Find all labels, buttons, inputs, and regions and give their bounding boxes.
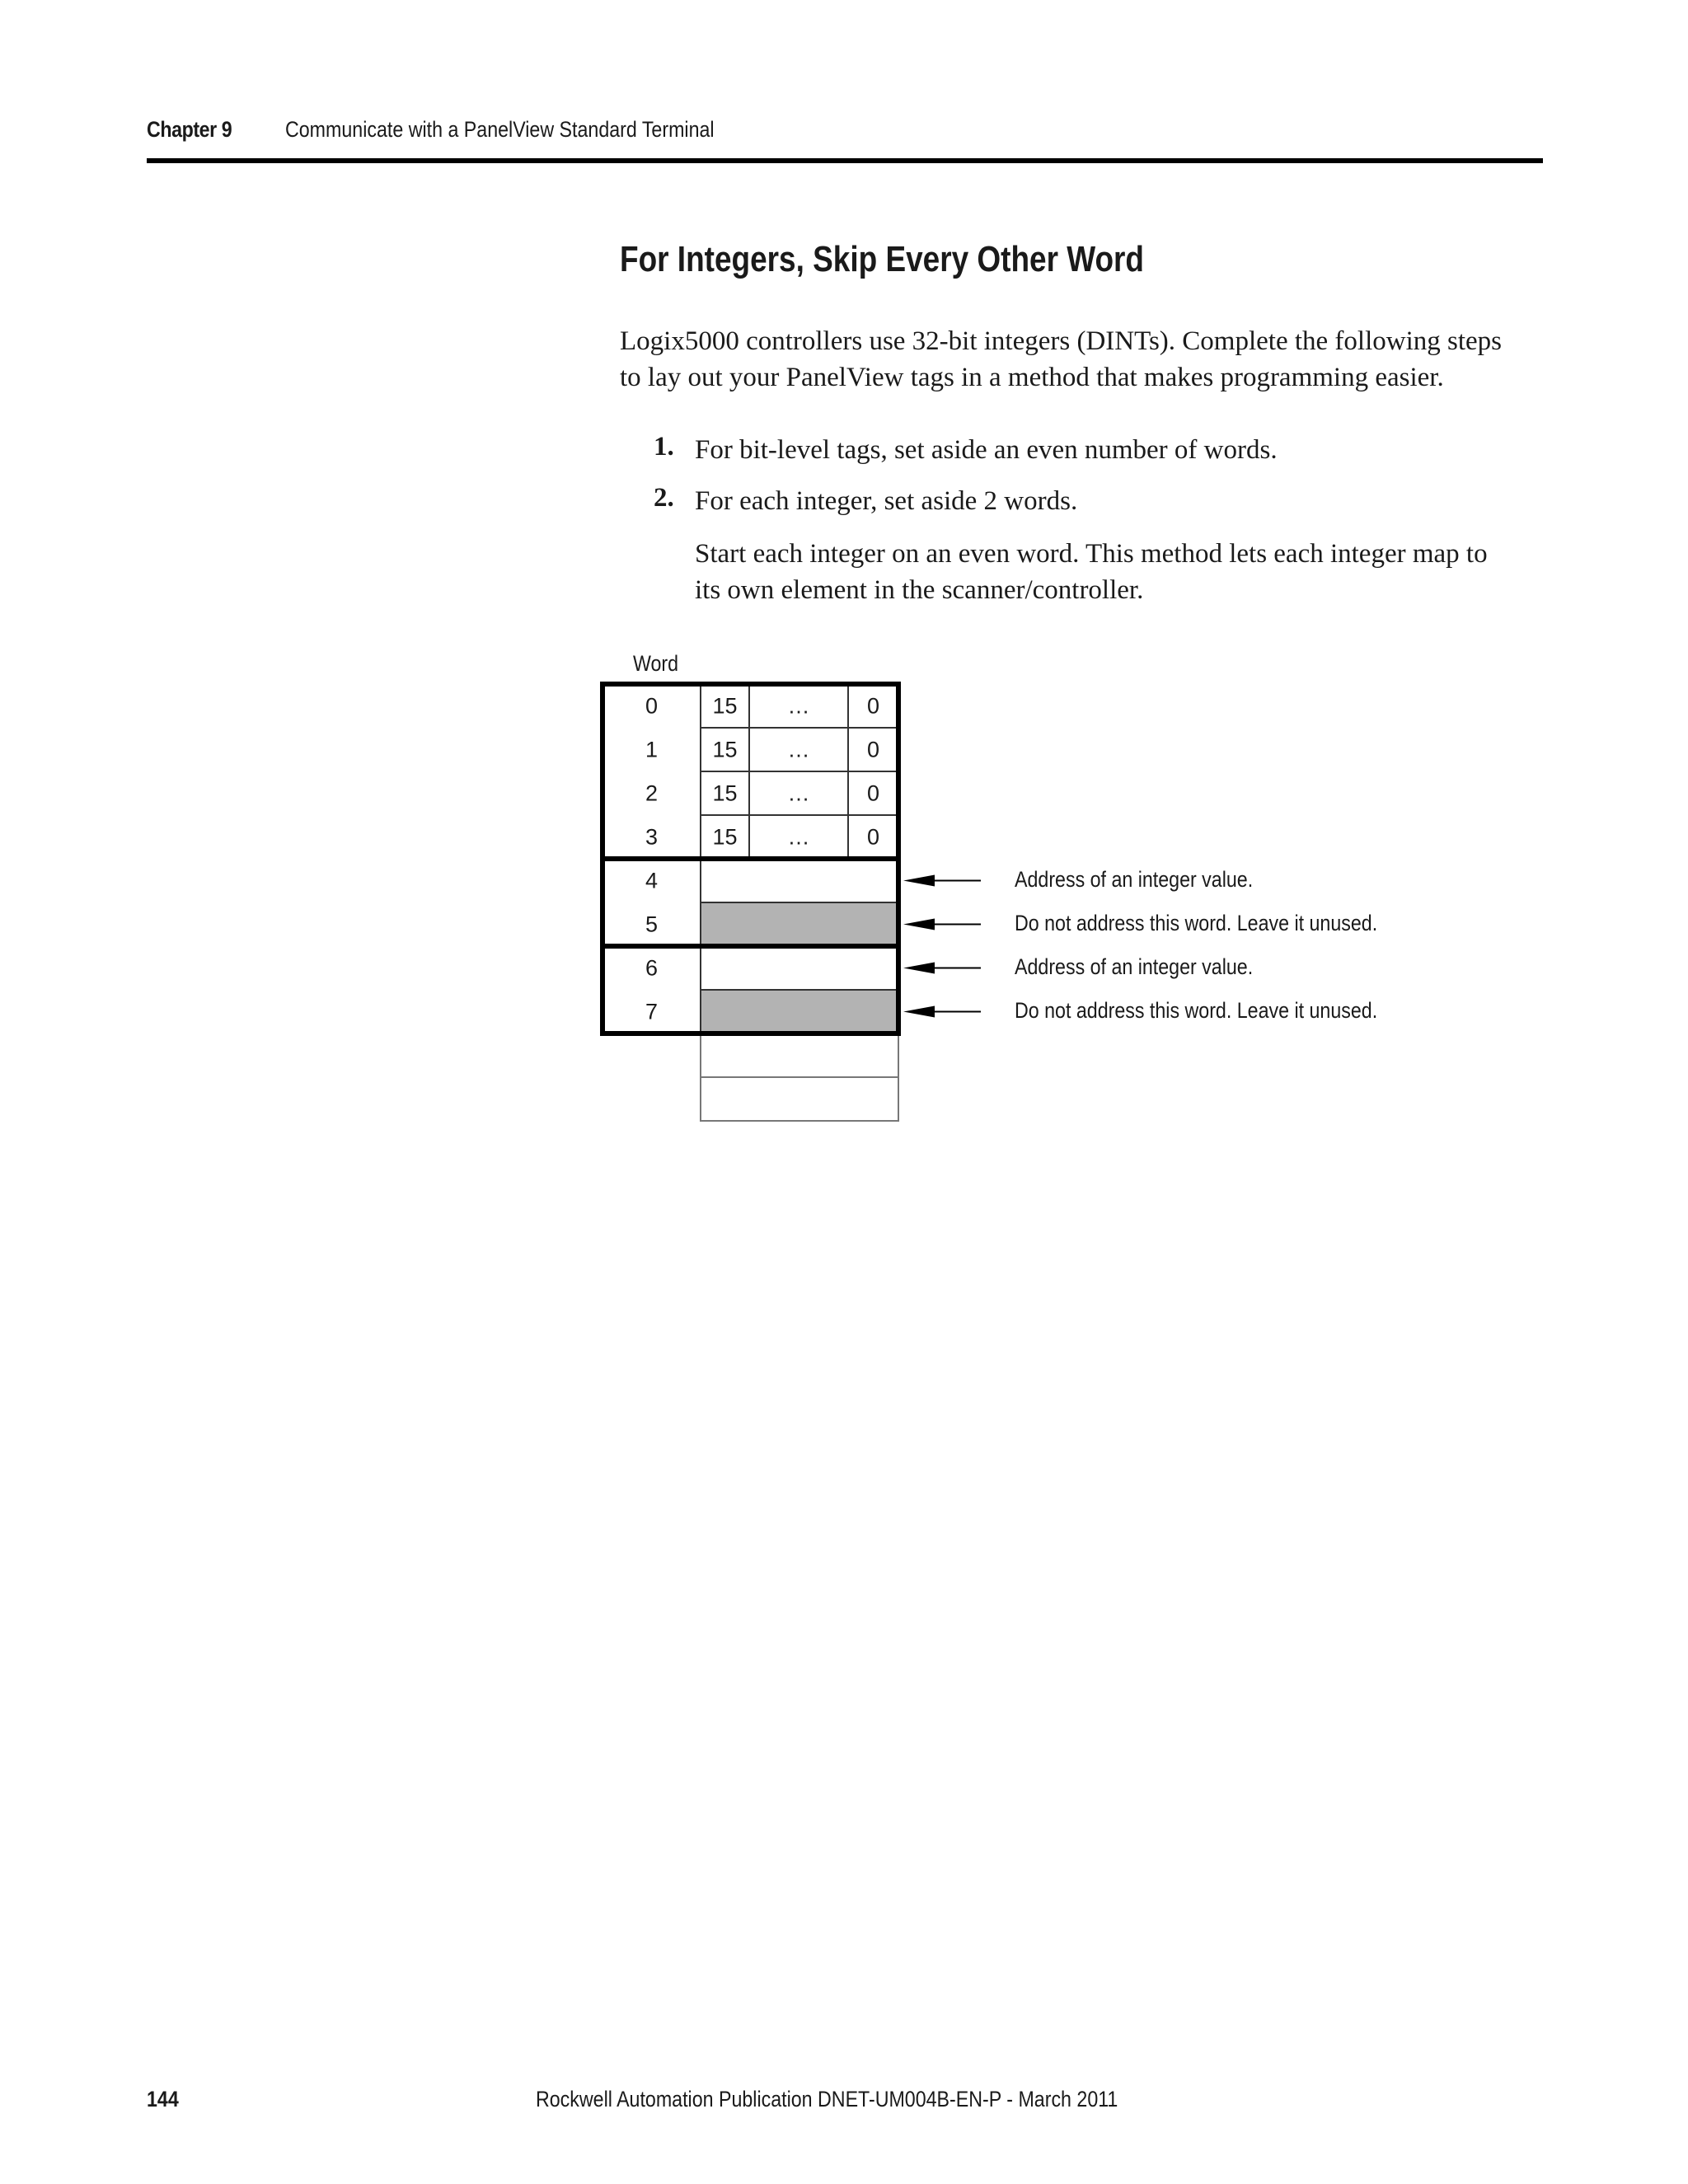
- bit-lsb-label: 0: [866, 780, 880, 806]
- step-2-note-line-1: Start each integer on an even word. This method lets each integer map to: [695, 539, 1488, 569]
- word-number: 4: [645, 868, 659, 893]
- word-number: 2: [645, 780, 659, 806]
- bit-msb-label: 15: [712, 824, 738, 850]
- publication-info: Rockwell Automation Publication DNET-UM004B-EN-P - March 2011: [536, 2087, 1118, 2111]
- bit-ellipsis: …: [787, 824, 810, 850]
- callout-text: Do not address this word. Leave it unused.: [1015, 997, 1378, 1023]
- empty-word-cell: [701, 1077, 898, 1121]
- intro-line-1: Logix5000 controllers use 32-bit integers (DINTs). Complete the following steps: [620, 326, 1503, 356]
- word-number: 6: [645, 955, 659, 981]
- bit-ellipsis: …: [787, 737, 810, 762]
- callout-arrowhead-icon: [903, 919, 935, 930]
- section-title: For Integers, Skip Every Other Word: [620, 239, 1145, 279]
- word-number: 3: [645, 824, 659, 850]
- word-number: 1: [645, 737, 659, 762]
- bit-msb-label: 15: [712, 737, 738, 762]
- unused-word-cell: [701, 990, 898, 1033]
- bit-msb-label: 15: [712, 693, 738, 719]
- bit-lsb-label: 0: [866, 824, 880, 850]
- step-2-note-line-2: its own element in the scanner/controller.: [695, 575, 1144, 605]
- empty-word-cell: [701, 1033, 898, 1077]
- diagram-layer: [603, 684, 981, 1121]
- bit-msb-label: 15: [712, 780, 738, 806]
- word-number: 0: [645, 693, 659, 719]
- chapter-label: Chapter 9: [147, 117, 232, 142]
- chapter-title: Communicate with a PanelView Standard Terminal: [285, 117, 715, 142]
- step-2-number: 2.: [654, 483, 674, 513]
- intro-line-2: to lay out your PanelView tags in a method that makes programming easier.: [620, 363, 1444, 392]
- word-number: 7: [645, 999, 659, 1024]
- callout-arrowhead-icon: [903, 875, 935, 887]
- bit-lsb-label: 0: [866, 737, 880, 762]
- bit-ellipsis: …: [787, 693, 810, 719]
- callout-arrowhead-icon: [903, 1006, 935, 1018]
- page-number: 144: [147, 2087, 179, 2111]
- bit-lsb-label: 0: [866, 693, 880, 719]
- word-column-header: Word: [633, 651, 679, 676]
- word-number: 5: [645, 912, 659, 937]
- step-1-text: For bit-level tags, set aside an even number of words.: [695, 435, 1278, 465]
- callout-text: Address of an integer value.: [1015, 866, 1254, 892]
- callout-text: Address of an integer value.: [1015, 954, 1254, 979]
- bit-ellipsis: …: [787, 780, 810, 806]
- callout-arrowhead-icon: [903, 963, 935, 974]
- step-1-number: 1.: [654, 432, 674, 462]
- callout-text: Do not address this word. Leave it unused.: [1015, 910, 1378, 935]
- unused-word-cell: [701, 902, 898, 946]
- step-2-text: For each integer, set aside 2 words.: [695, 486, 1078, 516]
